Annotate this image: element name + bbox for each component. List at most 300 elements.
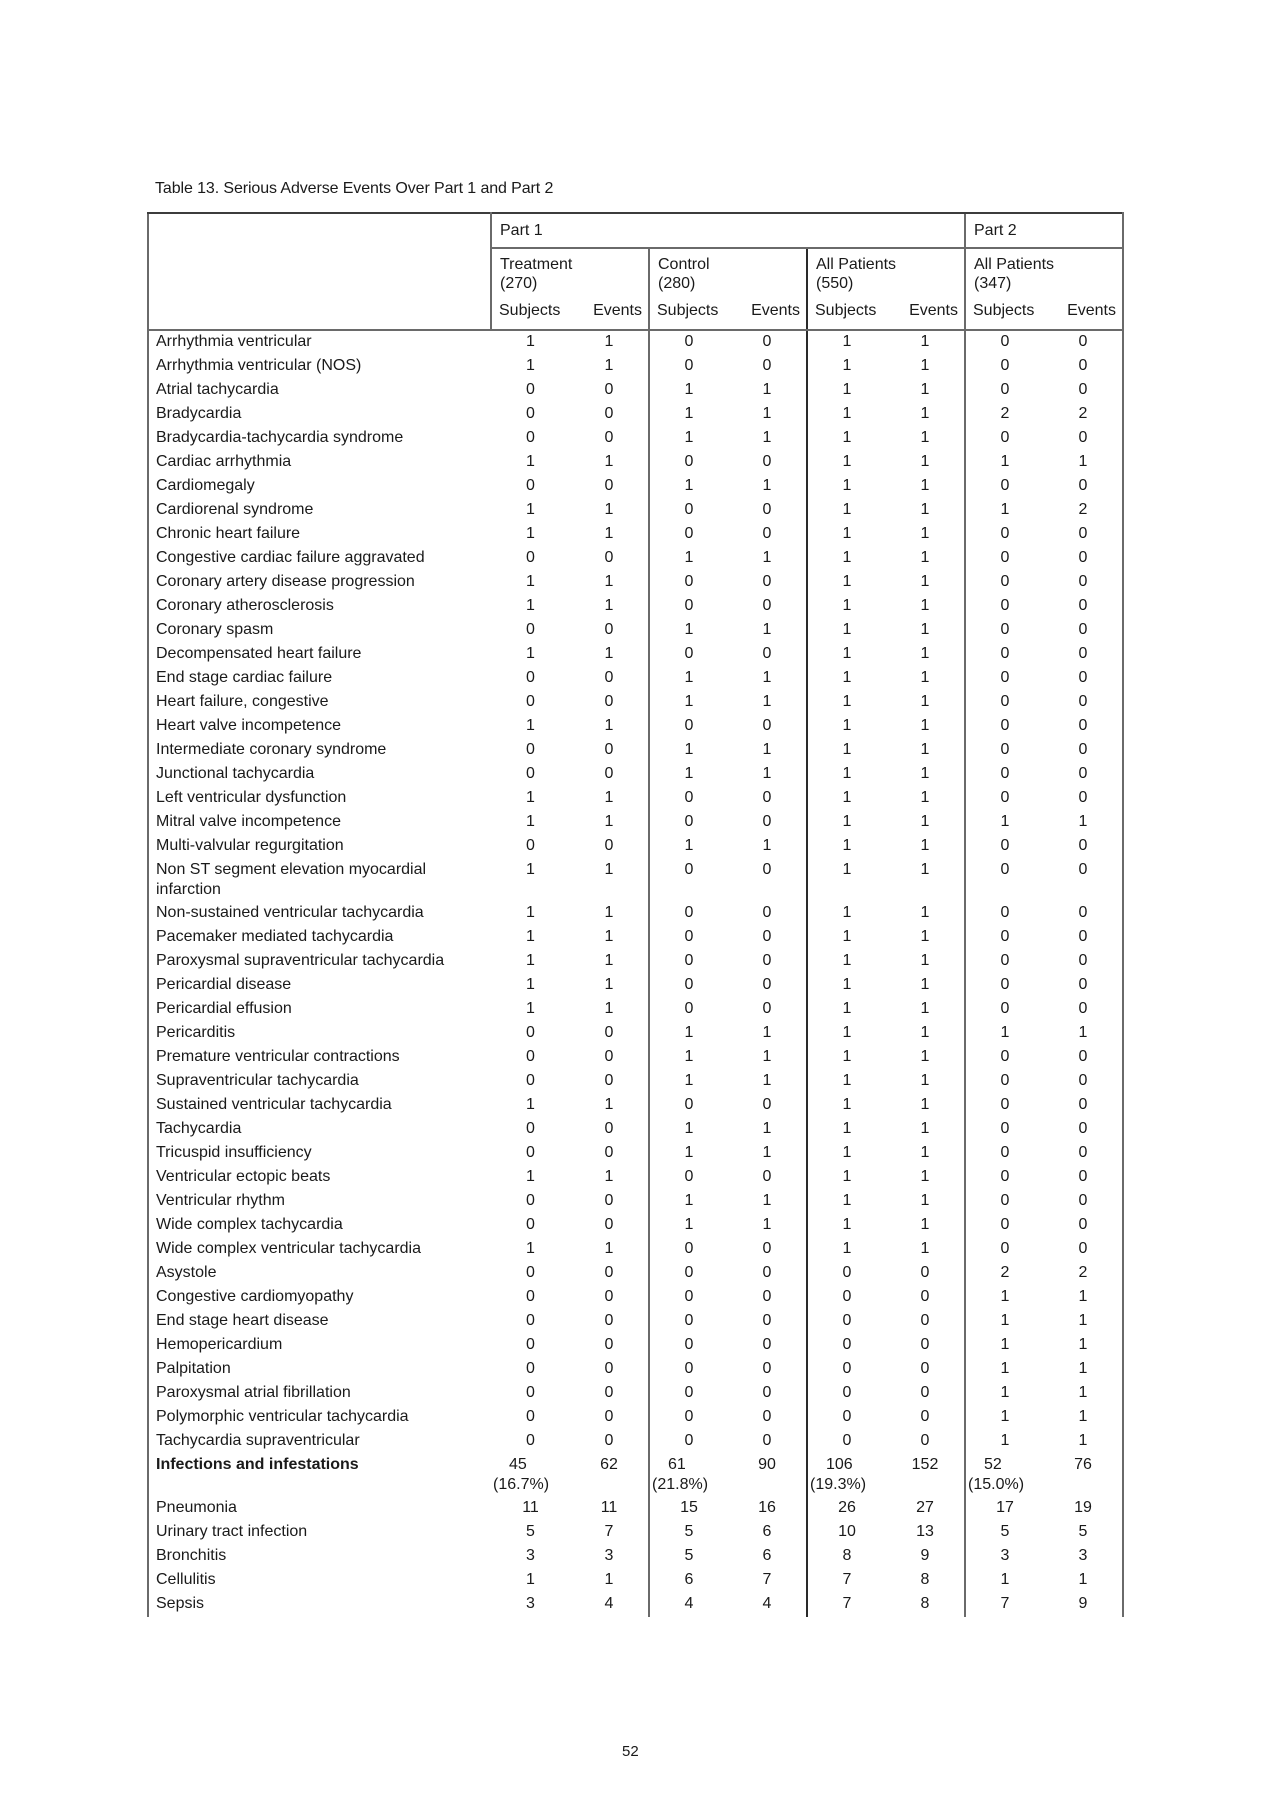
events-value: 0 — [762, 333, 772, 350]
events-value: 0 — [762, 1336, 772, 1353]
events-value: 0 — [604, 1312, 614, 1329]
events-value: 0 — [762, 1288, 772, 1305]
subjects-value: 1 — [649, 1214, 728, 1238]
table-row — [148, 902, 1123, 926]
event-term: Congestive cardiomyopathy — [148, 1286, 491, 1310]
events-value: 0 — [1044, 1166, 1123, 1190]
subjects-value: 11 — [522, 1499, 539, 1516]
subjects-value: 1 — [649, 1046, 728, 1070]
subjects-value: 1 — [649, 1142, 728, 1166]
events-value: 0 — [604, 1288, 614, 1305]
events-value: 0 — [1044, 998, 1123, 1022]
events-value: 90 — [758, 1456, 776, 1473]
events-value: 0 — [1044, 355, 1123, 379]
subjects-value: 0 — [649, 1286, 728, 1310]
table-row — [148, 499, 1123, 523]
table-row — [148, 619, 1123, 643]
events-value: 1 — [762, 1216, 772, 1233]
subjects-value: 1 — [649, 475, 728, 499]
subjects-value: 0 — [965, 1142, 1044, 1166]
events-value: 1 — [920, 453, 930, 470]
subjects-value: 0 — [965, 1214, 1044, 1238]
subjects-value: 0 — [649, 499, 728, 523]
subjects-value: 1 — [649, 1190, 728, 1214]
subjects-value: 1 — [807, 619, 886, 643]
event-term: Left ventricular dysfunction — [148, 787, 491, 811]
events-value: 0 — [1044, 739, 1123, 763]
subjects-value: 0 — [649, 787, 728, 811]
events-value: 1 — [920, 1240, 930, 1257]
subjects-value: 1 — [526, 717, 535, 734]
table-row — [148, 1430, 1123, 1454]
table-row — [148, 1497, 1123, 1521]
events-value: 0 — [604, 1144, 614, 1161]
table-row — [148, 1190, 1123, 1214]
event-term: Ventricular rhythm — [148, 1190, 491, 1214]
event-term: Pericardial disease — [148, 974, 491, 998]
subjects-value: 1 — [965, 1430, 1044, 1454]
subjects-value: 0 — [526, 1288, 535, 1305]
table-row — [148, 950, 1123, 974]
events-value: 2 — [1044, 499, 1123, 523]
subjects-value: 0 — [807, 1262, 886, 1286]
events-value: 8 — [920, 1595, 930, 1612]
subjects-value: 1 — [649, 403, 728, 427]
subjects-value: 0 — [526, 1336, 535, 1353]
subjects-value: 0 — [526, 1264, 535, 1281]
events-value: 1 — [920, 669, 930, 686]
events-value: 0 — [1044, 595, 1123, 619]
events-value: 0 — [604, 1072, 614, 1089]
event-term: Cellulitis — [148, 1569, 491, 1593]
events-value: 1 — [604, 1168, 614, 1185]
header-group-all-part2 — [965, 248, 1123, 295]
subjects-value: 0 — [649, 330, 728, 355]
subjects-value: 0 — [649, 1430, 728, 1454]
subjects-value: 0 — [965, 643, 1044, 667]
subjects-value: 1 — [649, 1070, 728, 1094]
subjects-value: 1 — [965, 499, 1044, 523]
events-value: 0 — [920, 1336, 930, 1353]
table-row — [148, 1593, 1123, 1617]
table-row — [148, 1310, 1123, 1334]
event-term: Heart failure, congestive — [148, 691, 491, 715]
subjects-value: 3 — [526, 1547, 535, 1564]
subjects-value: 1 — [807, 859, 886, 902]
page-number: 52 — [622, 1743, 639, 1760]
events-value: 0 — [920, 1264, 930, 1281]
event-term: Supraventricular tachycardia — [148, 1070, 491, 1094]
events-value: 1 — [604, 1240, 614, 1257]
subjects-value: 0 — [965, 1094, 1044, 1118]
table-row — [148, 667, 1123, 691]
event-term: Mitral valve incompetence — [148, 811, 491, 835]
events-value: 1 — [604, 952, 614, 969]
events-value: 1 — [604, 333, 614, 350]
subjects-value: 0 — [965, 523, 1044, 547]
subjects-value: 0 — [526, 477, 535, 494]
events-value: 1 — [1044, 1382, 1123, 1406]
events-value: 1 — [604, 525, 614, 542]
events-value: 0 — [1044, 523, 1123, 547]
header-subjects: Subjects — [807, 295, 886, 330]
subjects-value: 1 — [807, 475, 886, 499]
subjects-value: 0 — [807, 1382, 886, 1406]
subjects-value: 1 — [526, 357, 535, 374]
subjects-value: 1 — [807, 739, 886, 763]
events-value: 1 — [604, 573, 614, 590]
table-row — [148, 330, 1123, 355]
events-value: 16 — [758, 1499, 776, 1516]
subjects-value: 0 — [965, 926, 1044, 950]
subjects-value: 1 — [807, 499, 886, 523]
events-value: 0 — [604, 669, 614, 686]
subjects-value: 0 — [649, 902, 728, 926]
event-term: Infections and infestations — [148, 1454, 491, 1497]
table-row — [148, 691, 1123, 715]
table-row — [148, 926, 1123, 950]
event-term: Urinary tract infection — [148, 1521, 491, 1545]
events-value: 1 — [762, 837, 772, 854]
subjects-value: 1 — [807, 1190, 886, 1214]
event-term: Intermediate coronary syndrome — [148, 739, 491, 763]
subjects-value: 1 — [807, 691, 886, 715]
events-value: 0 — [762, 357, 772, 374]
subjects-value: 17 — [965, 1497, 1044, 1521]
subjects-value: 1 — [965, 1358, 1044, 1382]
subjects-value — [965, 1454, 1044, 1497]
subjects-value: 0 — [649, 859, 728, 902]
events-value: 0 — [1044, 763, 1123, 787]
event-term: Non ST segment elevation myocardial infarction — [148, 859, 491, 902]
percentage: (15.0%) — [968, 1476, 1025, 1493]
events-value: 1 — [920, 357, 930, 374]
event-term: Pericarditis — [148, 1022, 491, 1046]
events-value: 1 — [920, 1120, 930, 1137]
events-value: 1 — [762, 405, 772, 422]
events-value: 0 — [1044, 571, 1123, 595]
events-value: 1 — [604, 501, 614, 518]
subjects-value: 0 — [649, 451, 728, 475]
subjects-value: 0 — [526, 1408, 535, 1425]
subjects-value: 0 — [965, 1118, 1044, 1142]
subjects-value: 15 — [649, 1497, 728, 1521]
event-term: Paroxysmal supraventricular tachycardia — [148, 950, 491, 974]
header-part1: Part 1 — [491, 213, 965, 248]
subjects-value: 0 — [649, 998, 728, 1022]
events-value: 0 — [604, 1024, 614, 1041]
subjects-value: 0 — [649, 571, 728, 595]
subjects-value: 1 — [807, 950, 886, 974]
table-row — [148, 1358, 1123, 1382]
subjects-value: 1 — [965, 451, 1044, 475]
events-value: 0 — [1044, 643, 1123, 667]
table-row — [148, 523, 1123, 547]
table-row — [148, 379, 1123, 403]
subjects-value: 1 — [807, 1214, 886, 1238]
subjects-value: 7 — [807, 1593, 886, 1617]
subjects-value: 1 — [526, 904, 535, 921]
subjects-value: 0 — [965, 859, 1044, 902]
subjects-value: 0 — [965, 974, 1044, 998]
events-value: 1 — [604, 1571, 614, 1588]
events-value: 0 — [762, 1264, 772, 1281]
group-name: All Patients — [816, 256, 897, 273]
table-row — [148, 1569, 1123, 1593]
events-value: 1 — [762, 381, 772, 398]
subjects-value: 0 — [965, 619, 1044, 643]
events-value: 0 — [604, 405, 614, 422]
subjects-value: 0 — [649, 1262, 728, 1286]
event-term: Bradycardia-tachycardia syndrome — [148, 427, 491, 451]
group-name: All Patients — [974, 256, 1055, 273]
events-value: 6 — [762, 1523, 772, 1540]
event-term: Bronchitis — [148, 1545, 491, 1569]
subjects-value: 0 — [526, 381, 535, 398]
subjects-value: 0 — [965, 763, 1044, 787]
subjects-value: 1 — [965, 1569, 1044, 1593]
subjects-value: 1 — [807, 643, 886, 667]
subjects-value: 0 — [965, 1190, 1044, 1214]
events-value: 1 — [604, 861, 614, 878]
subjects-value: 0 — [526, 1432, 535, 1449]
event-term: Coronary atherosclerosis — [148, 595, 491, 619]
events-value: 0 — [762, 1312, 772, 1329]
table-row — [148, 1046, 1123, 1070]
events-value: 1 — [604, 453, 614, 470]
count: 52 — [984, 1456, 1002, 1473]
event-term: Tricuspid insufficiency — [148, 1142, 491, 1166]
subjects-value: 0 — [965, 330, 1044, 355]
table-row — [148, 1286, 1123, 1310]
events-value: 3 — [604, 1547, 614, 1564]
events-value: 1 — [762, 1120, 772, 1137]
events-value: 62 — [600, 1456, 618, 1473]
events-value: 0 — [1044, 1094, 1123, 1118]
events-value: 0 — [604, 1048, 614, 1065]
event-term: Coronary artery disease progression — [148, 571, 491, 595]
subjects-value: 10 — [807, 1521, 886, 1545]
events-value: 0 — [1044, 1118, 1123, 1142]
subjects-value: 0 — [649, 1238, 728, 1262]
subjects-value: 1 — [807, 1142, 886, 1166]
subjects-value: 0 — [526, 741, 535, 758]
subjects-value: 1 — [965, 811, 1044, 835]
events-value: 1 — [920, 405, 930, 422]
subjects-value: 5 — [649, 1521, 728, 1545]
subjects-value: 1 — [807, 595, 886, 619]
subjects-value: 0 — [649, 523, 728, 547]
group-name: Control — [658, 256, 710, 273]
subjects-value: 0 — [965, 1046, 1044, 1070]
table-row — [148, 571, 1123, 595]
event-term: Wide complex ventricular tachycardia — [148, 1238, 491, 1262]
table-row — [148, 763, 1123, 787]
header-group-control — [649, 248, 807, 295]
percentage: (16.7%) — [493, 1476, 550, 1493]
events-value: 1 — [1044, 1022, 1123, 1046]
subjects-value: 0 — [526, 621, 535, 638]
subjects-value: 1 — [807, 974, 886, 998]
subjects-value: 1 — [526, 928, 535, 945]
subjects-value: 1 — [649, 379, 728, 403]
events-value: 1 — [1044, 1569, 1123, 1593]
table-row — [148, 355, 1123, 379]
events-value: 1 — [604, 976, 614, 993]
count: 45 — [509, 1456, 527, 1473]
subjects-value: 0 — [526, 1144, 535, 1161]
events-value: 0 — [604, 1336, 614, 1353]
events-value: 1 — [920, 621, 930, 638]
table-row — [148, 998, 1123, 1022]
subjects-value: 1 — [807, 355, 886, 379]
events-value: 1 — [920, 549, 930, 566]
event-term: Cardiac arrhythmia — [148, 451, 491, 475]
subjects-value: 0 — [807, 1286, 886, 1310]
events-value: 1 — [604, 717, 614, 734]
subjects-value: 0 — [526, 837, 535, 854]
table-row — [148, 1454, 1123, 1497]
events-value: 1 — [920, 477, 930, 494]
events-value: 0 — [762, 1000, 772, 1017]
events-value: 1 — [762, 1072, 772, 1089]
event-term: Non-sustained ventricular tachycardia — [148, 902, 491, 926]
events-value: 0 — [1044, 902, 1123, 926]
table-row — [148, 1406, 1123, 1430]
events-value: 0 — [1044, 859, 1123, 902]
events-value: 1 — [604, 597, 614, 614]
events-value: 1 — [762, 1144, 772, 1161]
events-value: 0 — [920, 1384, 930, 1401]
events-value: 0 — [1044, 475, 1123, 499]
event-term: Premature ventricular contractions — [148, 1046, 491, 1070]
events-value: 27 — [916, 1499, 934, 1516]
subjects-value: 0 — [649, 1094, 728, 1118]
subjects-value: 1 — [807, 403, 886, 427]
events-value: 5 — [1044, 1521, 1123, 1545]
subjects-value: 1 — [649, 1022, 728, 1046]
subjects-value: 1 — [807, 811, 886, 835]
events-value: 0 — [1044, 379, 1123, 403]
event-term: Heart valve incompetence — [148, 715, 491, 739]
subjects-value: 0 — [649, 643, 728, 667]
events-value: 2 — [1044, 1262, 1123, 1286]
events-value: 1 — [920, 1168, 930, 1185]
events-value: 0 — [762, 1096, 772, 1113]
events-value: 0 — [1044, 926, 1123, 950]
events-value: 0 — [1044, 715, 1123, 739]
events-value: 1 — [762, 1048, 772, 1065]
subjects-value: 1 — [526, 501, 535, 518]
subjects-value: 0 — [526, 1120, 535, 1137]
subjects-value: 1 — [965, 1406, 1044, 1430]
subjects-value: 5 — [526, 1523, 535, 1540]
subjects-value: 0 — [649, 1166, 728, 1190]
table-row — [148, 835, 1123, 859]
subjects-value: 1 — [526, 333, 535, 350]
table-row — [148, 1166, 1123, 1190]
subjects-value: 1 — [807, 523, 886, 547]
subjects-value: 0 — [526, 1048, 535, 1065]
subjects-value: 1 — [807, 926, 886, 950]
events-value: 1 — [762, 765, 772, 782]
subjects-value: 0 — [965, 427, 1044, 451]
events-value: 1 — [762, 1192, 772, 1209]
events-value: 1 — [920, 928, 930, 945]
events-value: 1 — [920, 904, 930, 921]
subjects-value: 0 — [526, 1216, 535, 1233]
events-value: 1 — [920, 717, 930, 734]
events-value: 19 — [1044, 1497, 1123, 1521]
table-row — [148, 1070, 1123, 1094]
events-value: 8 — [920, 1571, 930, 1588]
events-value: 0 — [762, 501, 772, 518]
group-n: (270) — [500, 275, 538, 292]
subjects-value: 1 — [526, 573, 535, 590]
events-value: 1 — [1044, 1358, 1123, 1382]
event-term: Decompensated heart failure — [148, 643, 491, 667]
event-term: Multi-valvular regurgitation — [148, 835, 491, 859]
group-n: (280) — [658, 275, 696, 292]
table-row — [148, 974, 1123, 998]
events-value: 1 — [762, 1024, 772, 1041]
events-value: 0 — [604, 1408, 614, 1425]
events-value: 1 — [920, 1096, 930, 1113]
events-value: 76 — [1044, 1454, 1123, 1497]
events-value: 0 — [1044, 1046, 1123, 1070]
subjects-value: 1 — [965, 1334, 1044, 1358]
table-row — [148, 1022, 1123, 1046]
events-value: 0 — [604, 1192, 614, 1209]
event-term: Bradycardia — [148, 403, 491, 427]
subjects-value: 0 — [526, 405, 535, 422]
header-group-all-part1 — [807, 248, 965, 295]
event-term: Pacemaker mediated tachycardia — [148, 926, 491, 950]
table-row — [148, 859, 1123, 902]
events-value: 0 — [604, 693, 614, 710]
events-value: 1 — [762, 549, 772, 566]
events-value: 1 — [920, 1144, 930, 1161]
event-term: Atrial tachycardia — [148, 379, 491, 403]
subjects-value: 0 — [965, 571, 1044, 595]
table-row — [148, 1214, 1123, 1238]
events-value: 0 — [604, 549, 614, 566]
subjects-value: 0 — [526, 1312, 535, 1329]
events-value: 1 — [762, 621, 772, 638]
percentage: (19.3%) — [810, 1476, 867, 1493]
events-value: 1 — [920, 1048, 930, 1065]
event-term: Tachycardia supraventricular — [148, 1430, 491, 1454]
events-value: 1 — [1044, 1286, 1123, 1310]
subjects-value: 1 — [649, 763, 728, 787]
subjects-value: 1 — [807, 998, 886, 1022]
event-term: Asystole — [148, 1262, 491, 1286]
event-term: Congestive cardiac failure aggravated — [148, 547, 491, 571]
events-value: 1 — [1044, 1310, 1123, 1334]
event-term: Wide complex tachycardia — [148, 1214, 491, 1238]
event-term: Pericardial effusion — [148, 998, 491, 1022]
events-value: 7 — [604, 1523, 614, 1540]
subjects-value: 1 — [526, 525, 535, 542]
header-group-treatment — [491, 248, 649, 295]
events-value: 1 — [920, 813, 930, 830]
events-value: 0 — [1044, 1142, 1123, 1166]
subjects-value: 7 — [965, 1593, 1044, 1617]
subjects-value: 6 — [649, 1569, 728, 1593]
event-term: End stage cardiac failure — [148, 667, 491, 691]
events-value: 0 — [1044, 1214, 1123, 1238]
events-value: 1 — [604, 813, 614, 830]
